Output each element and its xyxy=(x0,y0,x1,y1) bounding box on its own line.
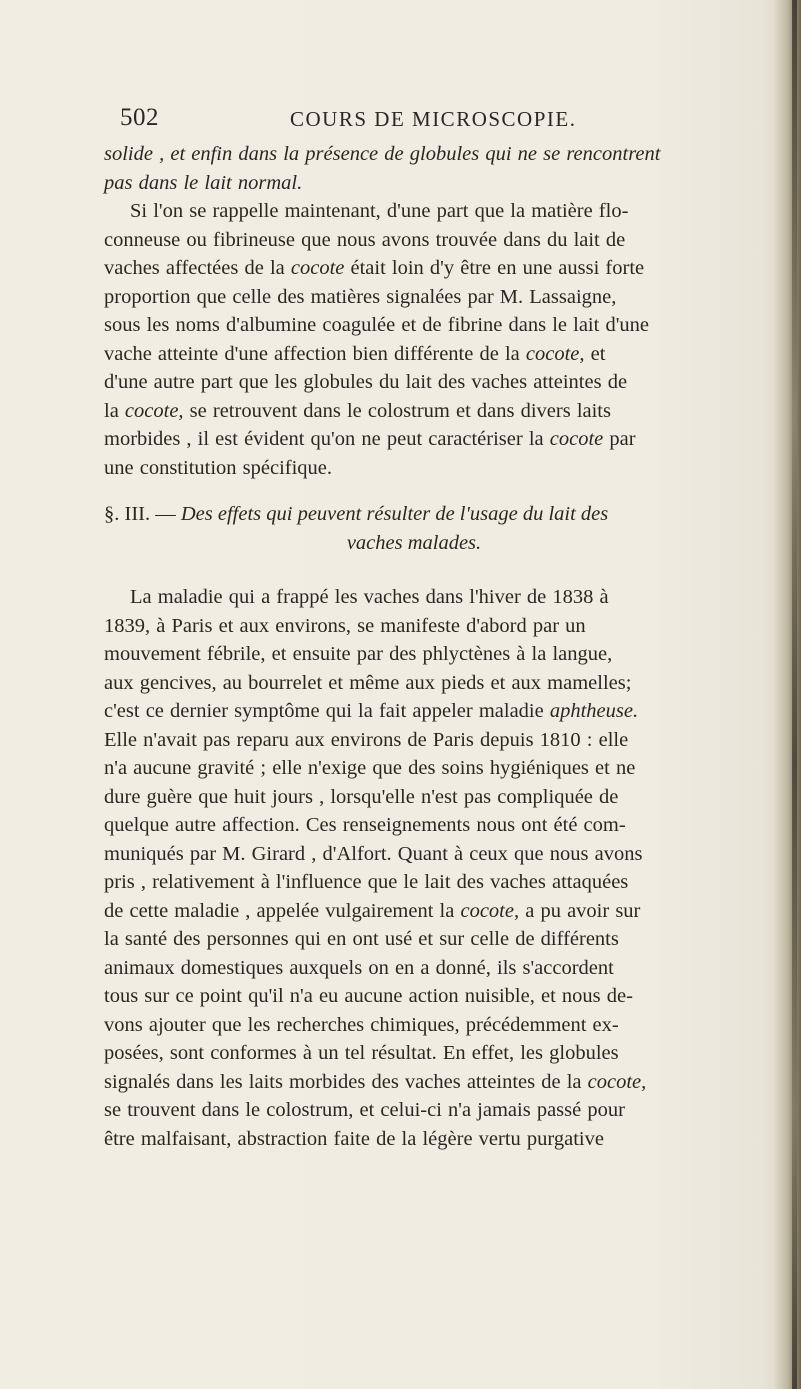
text-line: 1839, à Paris et aux environs, se manifeste d'abord par un xyxy=(104,614,586,637)
text-line: conneuse ou fibrineuse que nous avons trouvée dans du lait de xyxy=(104,228,626,251)
text-line: une constitution spécifique. xyxy=(104,456,333,479)
text-line: morbides , il est évident qu'on ne peut caractériser la cocote par xyxy=(104,428,636,450)
text-line: la santé des personnes qui en ont usé et sur celle de différents xyxy=(104,928,619,950)
text-line: La maladie qui a frappé les vaches dans l'hiver de 1838 à xyxy=(130,586,609,608)
text-line: aux gencives, au bourrelet et même aux pieds et aux mamelles; xyxy=(104,671,632,694)
text-line: animaux domestiques auxquels on en a donné, ils s'accordent xyxy=(104,956,614,979)
text-line: solide , et enfin dans la présence de globules qui ne se rencontrent xyxy=(104,143,661,165)
text-line: être malfaisant, abstraction faite de la légère vertu purgative xyxy=(104,1127,604,1150)
section-title-continued: vaches malades. xyxy=(346,531,482,554)
section-heading xyxy=(104,500,724,529)
text-line: d'une autre part que les globules du lait des vaches atteintes de xyxy=(104,371,628,393)
text-line: Elle n'avait pas reparu aux environs de Paris depuis 1810 : elle xyxy=(104,728,629,751)
body-text xyxy=(104,140,724,1153)
text-line: quelque autre affection. Ces renseignements nous ont été com- xyxy=(104,814,626,836)
section-number: §. III. — xyxy=(104,503,181,525)
text-line: signalés dans les laits morbides des vaches atteintes de la cocote, xyxy=(104,1070,647,1093)
text-line: vons ajouter que les recherches chimiques, précédemment ex- xyxy=(104,1013,619,1036)
text-line: pas dans le lait normal. xyxy=(104,171,303,194)
running-head: COURS DE MICROSCOPIE. xyxy=(290,107,577,131)
text-line: se trouvent dans le colostrum, et celui-ci n'a jamais passé pour xyxy=(104,1099,625,1121)
text-line: muniqués par M. Girard , d'Alfort. Quant à ceux que nous avons xyxy=(104,842,643,865)
text-line: mouvement fébrile, et ensuite par des phlyctènes à la langue, xyxy=(104,643,613,665)
text-line: la cocote, se retrouvent dans le colostrum et dans divers laits xyxy=(104,399,611,422)
text-line: posées, sont conformes à un tel résultat. En effet, les globules xyxy=(104,1042,619,1064)
text-line: c'est ce dernier symptôme qui la fait appeler maladie aphtheuse. xyxy=(104,700,639,722)
spacer xyxy=(104,482,724,500)
text-line: tous sur ce point qu'il n'a eu aucune action nuisible, et nous de- xyxy=(104,985,633,1007)
text-line: sous les noms d'albumine coagulée et de fibrine dans le lait d'une xyxy=(104,314,649,336)
text-line: n'a aucune gravité ; elle n'exige que des soins hygiéniques et ne xyxy=(104,757,636,779)
text-line: dure guère que huit jours , lorsqu'elle n'est pas compliquée de xyxy=(104,785,619,808)
book-spine-edge xyxy=(792,0,797,1389)
text-line: vache atteinte d'une affection bien différente de la cocote, et xyxy=(104,342,606,365)
text-line: Si l'on se rappelle maintenant, d'une part que la matière flo- xyxy=(130,200,629,222)
section-title: Des effets qui peuvent résulter de l'usage du lait des xyxy=(180,503,609,525)
text-line: vaches affectées de la cocote était loin d'y être en une aussi forte xyxy=(104,257,645,279)
text-line: de cette maladie , appelée vulgairement la cocote, a pu avoir sur xyxy=(104,899,641,922)
page-number: 502 xyxy=(120,104,159,131)
page-header xyxy=(120,104,740,140)
text-line: pris , relativement à l'influence que le lait des vaches attaquées xyxy=(104,871,629,893)
text-line: proportion que celle des matières signalées par M. Lassaigne, xyxy=(104,285,617,308)
spacer xyxy=(104,557,724,583)
